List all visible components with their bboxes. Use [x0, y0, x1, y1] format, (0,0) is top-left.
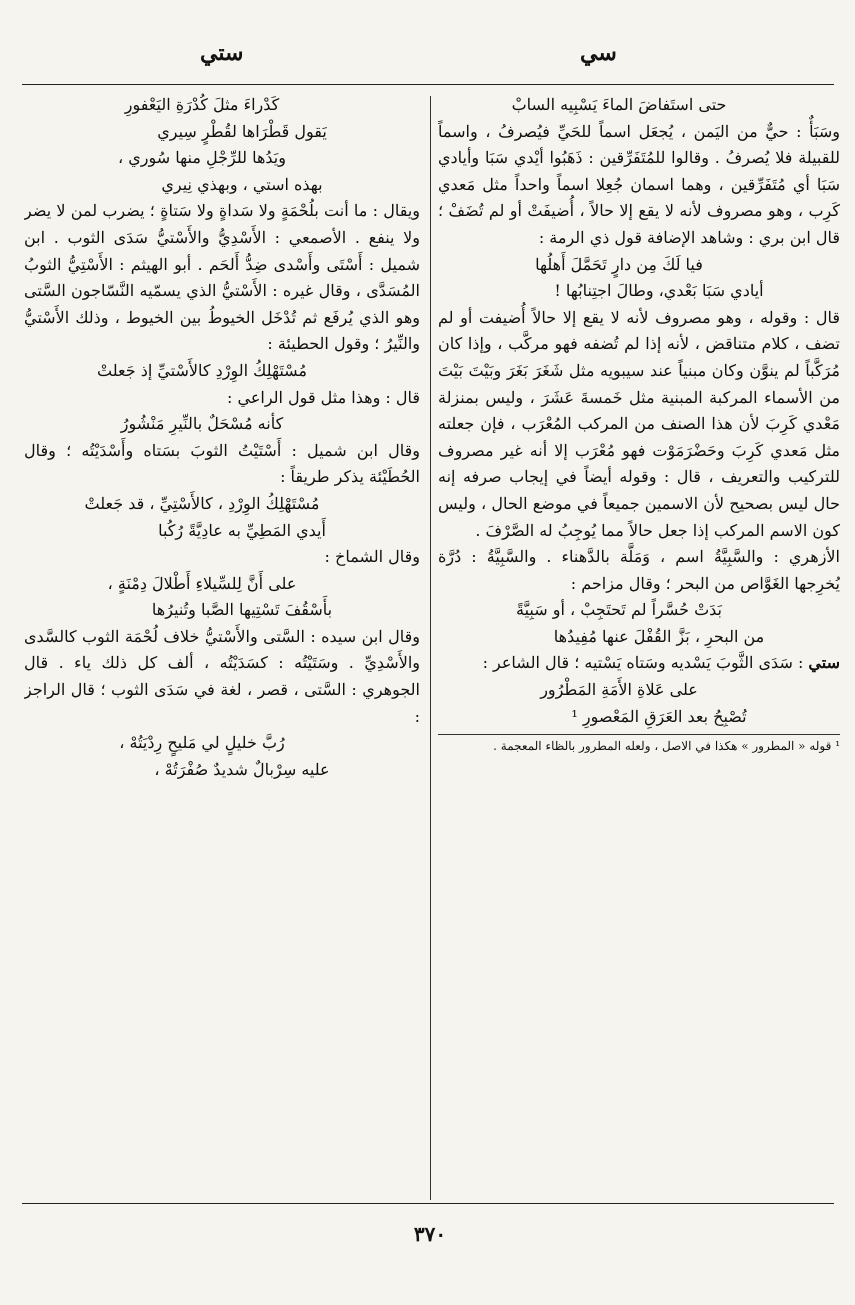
- verse-line: على عَلاةِ الأَمَةِ المَطْرُور: [540, 680, 698, 700]
- paragraph: ويقال : ما أنت بلُحْمَةٍ ولا سَداةٍ ولا سَتاةٍ ؛ يضرب لمن لا يضر ولا ينفع . الأصمعي : الأَسْدِيُّ والأَسْتيُّ سَدَى الثوب . ابن شميل : أَسْتَى وأَسْدى ضِدُّ أَلحَم . أبو الهيثم : الأَسْتِيُّ الثوبُ المُسَدَّى ، وقال غيره : الأَسْتيُّ الذي يسمّيه النَّسّاجون السَّتى وهو الذي يُرفَع ثم تُدْخَل الخيوطُ بين الخيوط ، وذلك الأَسْتيُّ والنِّيرُ ؛ وقول الحطيئة :: [24, 201, 420, 354]
- header-rule: [22, 84, 834, 85]
- footnote: ¹ قوله « المطرور » هكذا في الاصل ، ولعله المطرور بالظاء المعجمة .: [493, 739, 840, 754]
- footnote-rule: [438, 734, 840, 735]
- header-word-right: سي: [580, 40, 617, 66]
- paragraph: الأزهري : والسَّبِيَّةُ اسم ، وَمَلَّة بالدَّهناء . والسَّبِيَّةُ : دُرَّة يُخرِجها الغَوَّاص من البحر ؛ وقال مزاحم :: [438, 547, 840, 593]
- verse-line: أَيدي المَطِيِّ به عادِيَّةً رُكُبا: [158, 520, 326, 540]
- verse-line: من البحرِ ، بَزَّ القُفْلَ عنها مُفِيدُها: [553, 626, 765, 646]
- verse-line: بأَسْقُفَ تَسْتِيها الصَّبا وتُنيرُها: [151, 600, 333, 620]
- verse-line: مُسْتَهْلِكُ الوِرْدِ كالأَسْتيِّ إذ جَعلتْ: [97, 360, 307, 380]
- verse-line: على أَنَّ لِلسِّيلاءِ أَطْلالَ دِمْنَةٍ ،: [107, 573, 297, 593]
- paragraph: وقال الشماخ :: [324, 547, 420, 567]
- verse-line: يَقول قَطْرَاها لقُطْرٍ سِيري: [157, 121, 327, 141]
- verse-line: حتى استَفاضَ الماءَ يَسْبِيه السابْ: [511, 95, 727, 114]
- column-divider: [430, 96, 431, 1200]
- right-column: [438, 92, 840, 1200]
- verse-line: أيادي سَبَا بَعْدي، وطالَ اجتِنابُها !: [554, 281, 764, 301]
- verse-line: بَدَتْ حُسَّراً لم تَحتَجِبْ ، أو سَبِيَّةً: [515, 600, 722, 620]
- verse-line: كأنه مُسْحَلٌ بالنِّيرِ مَنْشُورُ: [120, 414, 284, 434]
- entry-paragraph: [438, 650, 840, 677]
- entry-headword: ستي: [808, 653, 840, 673]
- footer-rule: [22, 1203, 834, 1204]
- paragraph: قال : وهذا مثل قول الراعي :: [227, 387, 420, 407]
- verse-line: بهذه استي ، وبهذي نِيري: [161, 174, 323, 194]
- verse-line: رُبَّ خليلٍ لي مَليحٍ رِدْيَتُهْ ،: [119, 733, 285, 753]
- verse-line: ويَدُها للرِّجْلِ منها سُوري ،: [118, 148, 286, 168]
- paragraph: وسَبَأٌ : حيٌّ من اليَمن ، يُجعَل اسماً للحَيِّ فيُصرفُ ، واسماً للقبيلة فلا يُصرفُ . وقالوا للمُتَفَرِّقين : ذَهَبُوا أيْدي سَبَا وأيادي سَبَا أي مُتَفَرِّقين ، وهما اسمان جُعِلا اسماً واحداً مثل مَعدي كَرِب ، وهو مصروف لأنه لا يقع إلا حالاً ، أُضيفَتْ أو لم تُضَفْ ؛ قال ابن بري : وشاهد الإضافة قول ذي الرمة :: [438, 121, 840, 247]
- verse-line: كَدْراءَ مثلَ كُدْرَةِ اليَعْفورِ: [124, 95, 280, 114]
- header-word-left: ستي: [200, 40, 244, 66]
- paragraph: وقال ابن شميل : أَسْتَيْتُ الثوبَ بسَتاه وأَسْدَيْتُه ؛ وقال الحُطَيْئة يذكر طريقاً :: [24, 440, 420, 487]
- verse-line: فيا لَكَ مِن دارٍ تَحَمَّلَ أَهلُها: [535, 254, 703, 274]
- entry-text: : سَدَى الثَّوبَ يَسْديه وسَتاه يَسْتيه ؛ قال الشاعر :: [482, 653, 809, 673]
- paragraph: وقال ابن سيده : السَّتى والأَسْتيُّ خلاف لُحْمَة الثوب كالسَّدى والأَسْدِيِّ . وسَتَيْتُه : كسَدَيْتُه ، ألف كل ذلك ياء . قال الجوهري : السَّتى ، قصر ، لغة في سَدَى الثوب ؛ قال الراجز :: [24, 626, 420, 726]
- paragraph: قال : وقوله ، وهو مصروف لأنه لا يقع إلا حالاً أُضيفت أو لم تضف ، كلام متناقض ، لأنه إذا لم تُضفه فهو مركَّب ، وإذا كان مُرَكَّباً لم ينوَّن وكان مبنياً عند سيبويه مثل شَغَرَ بَغَرَ وبَيْتَ بَيْتَ من الأسماء المركبة المبنية مثل خَمسةَ عَشَرَ ، وليس بمنزلة مَعْدي كَرِبَ لأن هذا الصنف من المركب المُعْرَب ، فإن جعلته مثل مَعدي كَرِبَ وحَضْرَمَوْت فهو مُعْرَب إلا أنه غير مصروف للتركيب والتعريف ، قال : وقوله أيضاً في إيجاب صرفه إنه حال ليس بصحيح لأن الاسمين جميعاً في موضع الحال ، وليس كون الاسم المركب إذا جعل حالاً مما يُوجِبُ له الصَّرْفَ .: [438, 307, 840, 540]
- verse-line: تُصْبِحُ بعد العَرَقِ المَعْصورِ ¹: [571, 706, 747, 726]
- left-column: [24, 92, 420, 1200]
- page-number: ٣٧٠: [413, 1222, 447, 1246]
- verse-line: عليه سِرْبالٌ شديدٌ صُفْرَتُهْ ،: [154, 759, 330, 779]
- verse-line: مُسْتَهْلِكُ الوِرْدِ ، كالأَسْتِيِّ ، قد جَعلتْ: [84, 493, 320, 513]
